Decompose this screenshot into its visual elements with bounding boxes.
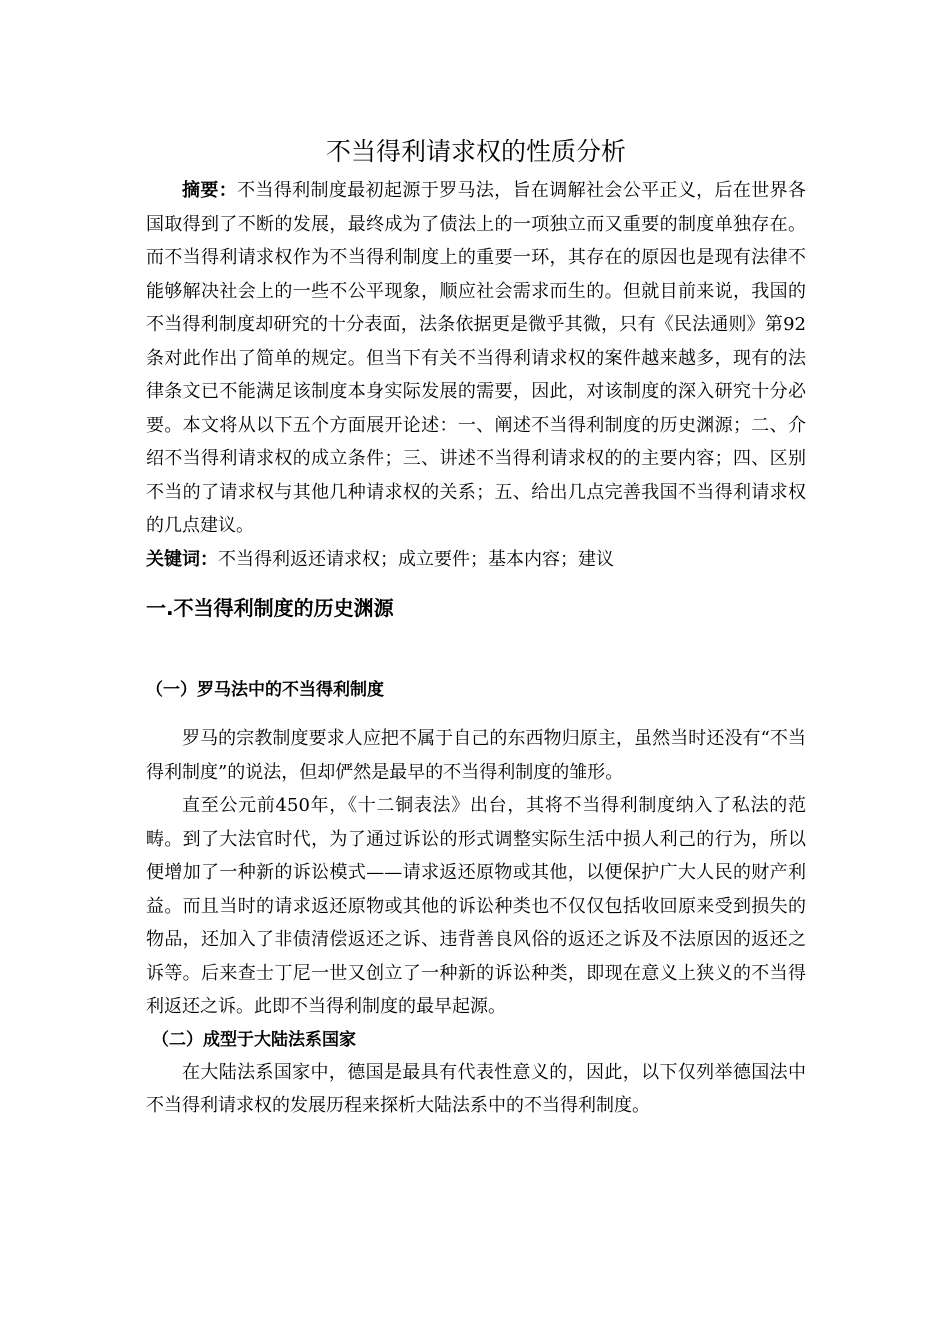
abstract-paragraph: [146, 174, 806, 543]
section-heading-1: 一.不当得利制度的历史渊源: [146, 596, 394, 620]
subsection-heading-2: （二）成型于大陆法系国家: [152, 1029, 356, 1050]
document-title: 不当得利请求权的性质分析: [325, 137, 626, 166]
keywords-label: 关键词：: [146, 548, 218, 570]
abstract-text: 不当得利制度最初起源于罗马法，旨在调解社会公平正义，后在世界各国取得到了不断的发展，最终成为了债法上的一项独立而又重要的制度单独存在。而不当得利请求权作为不当得利制度上的重要一环，其存在的原因也是现有法律不能够解决社会上的一些不公平现象，顺应社会需求而生的。但就目前来说，我国的不当得利制度却研究的十分表面，法条依据更是微乎其微，只有《民法通则》第92条对此作出了简单的规定。但当下有关不当得利请求权的案件越来越多，现有的法律条文已不能满足该制度本身实际发展的需要，因此，对该制度的深入研究十分必要。本文将从以下五个方面展开论述：一、阐述不当得利制度的历史渊源；二、介绍不当得利请求权的成立条件；三、讲述不当得利请求权的的主要内容；四、区别不当的了请求权与其他几种请求权的关系；五、给出几点完善我国不当得利请求权的几点建议。: [146, 180, 806, 536]
document-page: [146, 130, 806, 1123]
body-paragraph: 在大陆法系国家中，德国是最具有代表性意义的，因此，以下仅列举德国法中不当得利请求权的发展历程来探析大陆法系中的不当得利制度。: [146, 1061, 806, 1116]
body-paragraph: 直至公元前450年，《十二铜表法》出台，其将不当得利制度纳入了私法的范畴。到了大法官时代，为了通过诉讼的形式调整实际生活中损人利己的行为，所以便增加了一种新的诉讼模式——请求返还原物或其他，以便保护广大人民的财产利益。而且当时的请求返还原物或其他的诉讼种类也不仅仅包括收回原来受到损失的物品，还加入了非债清偿返还之诉、违背善良风俗的返还之诉及不法原因的返还之诉等。后来查士丁尼一世又创立了一种新的诉讼种类，即现在意义上狭义的不当得利返还之诉。此即不当得利制度的最早起源。: [146, 795, 806, 1017]
keywords-line: [146, 543, 806, 577]
subsection-heading-1: （一）罗马法中的不当得利制度: [146, 680, 384, 700]
body-paragraph: 罗马的宗教制度要求人应把不属于自己的东西物归原主，虽然当时还没有“不当得利制度”的说法，但却俨然是最早的不当得利制度的雏形。: [146, 728, 806, 783]
keywords-text: 不当得利返还请求权；成立要件；基本内容；建议: [218, 548, 614, 570]
abstract-label: 摘要：: [182, 180, 238, 201]
